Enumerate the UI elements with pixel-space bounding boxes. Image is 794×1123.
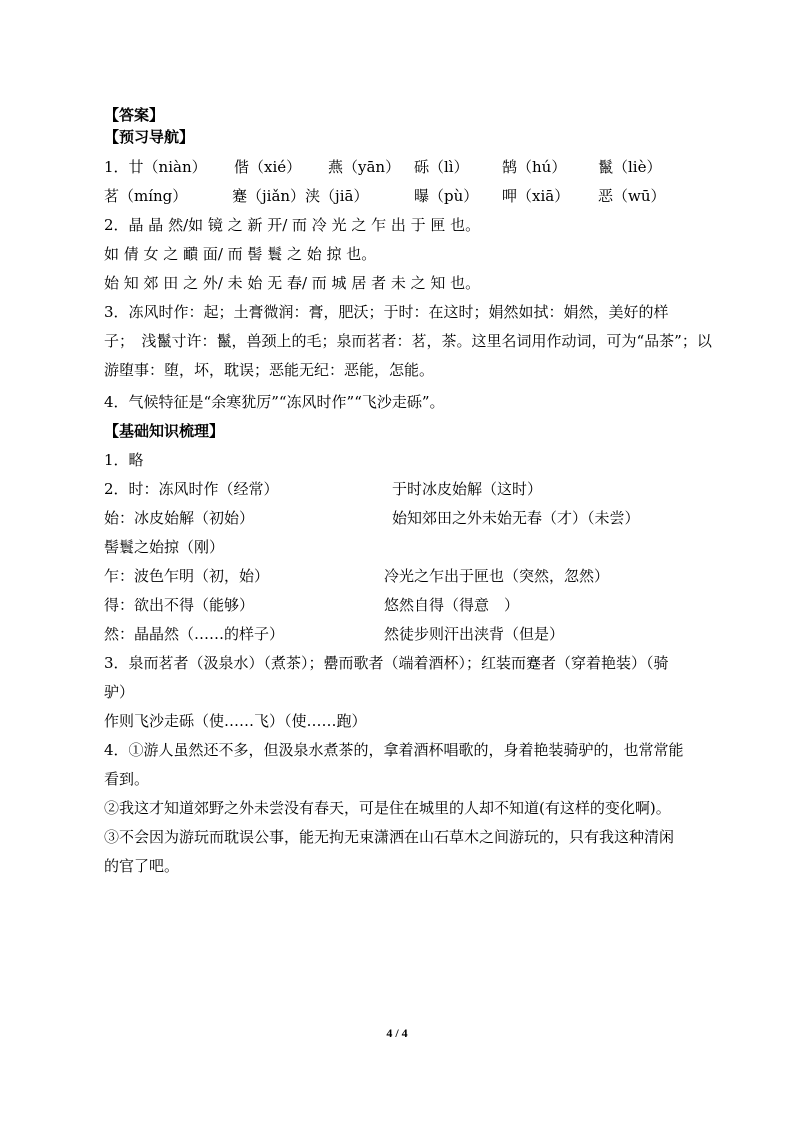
word-meaning-left: 始：冰皮始解（初始） [104, 509, 255, 527]
pinyin-item: 砾（lì） [414, 158, 469, 176]
word-meaning-right: 始知郊田之外未始无春（才）（未尝） [392, 509, 640, 527]
basic-item-4: 看到。 [104, 770, 150, 788]
basic-item-4: ②我这才知道郊野之外未尝没有春天，可是住在城里的人却不知道(有这样的变化啊)。 [104, 799, 671, 817]
pinyin-item: 茗（míng） [104, 187, 188, 205]
word-meaning-left: 乍：波色乍明（初，始） [104, 567, 270, 585]
q4-line: 4．气候特征是“余寒犹厉”“冻风时作”“飞沙走砾”。 [104, 393, 445, 411]
basic-item-4: 4．①游人虽然还不多，但汲泉水煮茶的，拿着酒杯唱歌的，身着艳装骑驴的，也常常能 [104, 741, 684, 759]
pinyin-item: 恶（wū） [598, 187, 666, 205]
pinyin-item: 蹇（jiǎn）浃（jiā） [232, 187, 369, 205]
page-number: 4 / 4 [386, 1026, 408, 1040]
q3-line: 游堕事：堕，坏，耽误；恶能无纪：恶能，怎能。 [104, 361, 435, 379]
pinyin-item: 偕（xié） [234, 158, 302, 176]
basic-item-4: ③不会因为游玩而耽误公事，能无拘无束潇洒在山石草木之间游玩的，只有我这种清闲 [104, 828, 675, 846]
word-meaning-right: 然徒步则汗出浃背（但是） [384, 625, 565, 643]
word-meaning-right: 悠然自得（得意 ） [384, 596, 520, 614]
heading-answer: 【答案】 [104, 106, 165, 124]
q2-line: 2．晶 晶 然/如 镜 之 新 开/ 而 冷 光 之 乍 出 于 匣 也。 [104, 216, 481, 234]
word-meaning-left: 然：晶晶然（……的样子） [104, 625, 285, 643]
basic-item-3: 3．泉而茗者（汲泉水）（煮茶）；罍而歌者（端着酒杯）；红装而蹇者（穿着艳装）（骑 [104, 654, 669, 672]
q2-line: 始 知 郊 田 之 外/ 未 始 无 春/ 而 城 居 者 未 之 知 也。 [104, 274, 481, 292]
basic-item-1: 1．略 [104, 451, 144, 469]
pinyin-item: 鹄（hú） [502, 158, 567, 176]
word-meaning-right: 于时冰皮始解（这时） [392, 480, 543, 498]
q2-line: 如 倩 女 之 靧 面/ 而 髻 鬟 之 始 掠 也。 [104, 245, 377, 263]
pinyin-item: 呷（xiā） [502, 187, 570, 205]
pinyin-item: 燕（yān） [328, 158, 401, 176]
word-meaning-right: 冷光之乍出于匣也（突然，忽然） [384, 567, 610, 585]
heading-preview: 【预习导航】 [104, 128, 195, 146]
word-meaning-left: 2．时：冻风时作（经常） [104, 480, 279, 498]
q3-line: 子； 浅鬣寸许：鬣，兽颈上的毛；泉而茗者：茗，茶。这里名词用作动词，可为“品茶”；以 [104, 332, 712, 350]
basic-item-3: 作则飞沙走砾（使……飞）（使……跑） [104, 712, 367, 730]
basic-item-4: 的官了吧。 [104, 857, 180, 875]
heading-basic: 【基础知识梳理】 [104, 422, 225, 440]
basic-item-3: 驴） [104, 683, 135, 701]
pinyin-item: 曝（pù） [414, 187, 479, 205]
word-meaning-left: 得：欲出不得（能够） [104, 596, 255, 614]
word-meaning-left: 髻鬟之始掠（刚） [104, 538, 225, 556]
pinyin-item: 1．廿（niàn） [104, 158, 207, 176]
pinyin-item: 鬣（liè） [598, 158, 662, 176]
q3-line: 3．冻风时作：起；土膏微润：膏，肥沃；于时：在这时；娟然如拭：娟然，美好的样 [104, 303, 669, 321]
